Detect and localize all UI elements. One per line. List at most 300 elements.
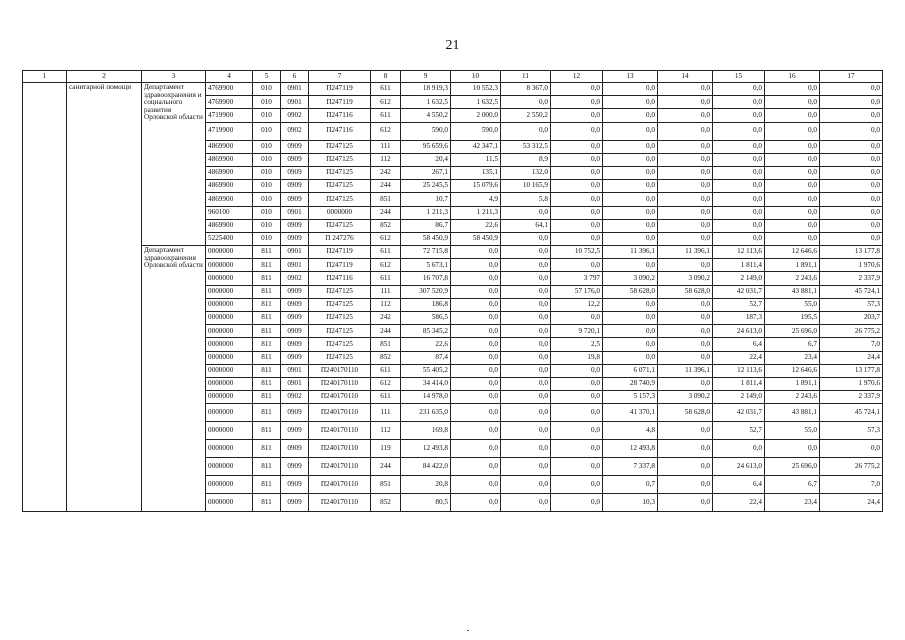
column-number: 16 (765, 71, 820, 83)
table-cell: 0,0 (551, 96, 603, 109)
table-cell: 010 (253, 83, 281, 96)
table-cell: 0,0 (603, 206, 658, 219)
table-cell: П247125 (309, 219, 371, 232)
table-cell: 2 000,0 (451, 109, 501, 122)
table-cell: 5 157,3 (603, 391, 658, 404)
table-cell: 0909 (281, 440, 309, 458)
budget-table (22, 70, 883, 512)
table-cell: 612 (371, 259, 401, 272)
table-cell: 0,0 (658, 96, 713, 109)
table-cell: 34 414,0 (401, 377, 451, 390)
table-cell: 11,5 (451, 153, 501, 166)
table-cell: 0,0 (658, 219, 713, 232)
table-cell: 4869900 (206, 193, 253, 206)
table-cell: П240170110 (309, 377, 371, 390)
table-cell: 1 211,3 (451, 206, 501, 219)
table-cell: 811 (253, 494, 281, 512)
table-cell: 0,0 (551, 377, 603, 390)
table-cell: П240170110 (309, 422, 371, 440)
table-cell: 19,8 (551, 351, 603, 364)
column-number: 2 (67, 71, 142, 83)
table-cell: 8 367,0 (501, 83, 551, 96)
table-cell: 0902 (281, 391, 309, 404)
table-cell: 24 613,0 (713, 325, 765, 338)
table-cell: 0,0 (658, 259, 713, 272)
table-cell: 244 (371, 325, 401, 338)
table-cell: 010 (253, 109, 281, 122)
table-cell: 4869900 (206, 140, 253, 153)
table-cell: 0000000 (206, 476, 253, 494)
table-cell: 13 177,8 (820, 364, 883, 377)
table-cell: 10 752,5 (551, 246, 603, 259)
table-cell: 57,3 (820, 298, 883, 311)
column-number: 10 (451, 71, 501, 83)
table-cell: 0,0 (765, 232, 820, 245)
table-cell: 010 (253, 122, 281, 140)
table-cell: 55 405,2 (401, 364, 451, 377)
column-number: 12 (551, 71, 603, 83)
table-cell: 18 919,3 (401, 83, 451, 96)
table-cell: 0901 (281, 377, 309, 390)
table-cell: 0,0 (501, 285, 551, 298)
table-cell: 42 031,7 (713, 404, 765, 422)
table-cell: 0,0 (713, 193, 765, 206)
table-cell: 26 775,2 (820, 458, 883, 476)
table-cell: 0,0 (713, 180, 765, 193)
cell-col1 (23, 83, 67, 512)
table-cell: 2 149,0 (713, 391, 765, 404)
table-cell: 0,0 (501, 458, 551, 476)
table-cell: 0,0 (658, 494, 713, 512)
table-cell: 16 707,8 (401, 272, 451, 285)
table-cell: 811 (253, 422, 281, 440)
table-cell: 26 775,2 (820, 325, 883, 338)
table-cell: 28 740,9 (603, 377, 658, 390)
table-cell: П247125 (309, 351, 371, 364)
table-cell: 010 (253, 180, 281, 193)
table-cell: 244 (371, 206, 401, 219)
table-cell: 22,4 (713, 351, 765, 364)
table-cell: 0,0 (551, 180, 603, 193)
table-cell: 0,0 (820, 180, 883, 193)
table-cell: 24 613,0 (713, 458, 765, 476)
table-cell: 307 520,9 (401, 285, 451, 298)
column-number: 14 (658, 71, 713, 83)
table-cell: 0909 (281, 219, 309, 232)
table-cell: 0902 (281, 122, 309, 140)
table-cell: 1 891,1 (765, 377, 820, 390)
table-cell: 0,0 (551, 364, 603, 377)
table-cell: 851 (371, 476, 401, 494)
table-cell: 4869900 (206, 180, 253, 193)
table-cell: П247119 (309, 96, 371, 109)
table-cell: 231 635,0 (401, 404, 451, 422)
table-cell: 0,0 (658, 153, 713, 166)
table-cell: 0,0 (551, 458, 603, 476)
table-cell: 0000000 (206, 338, 253, 351)
table-cell: П240170110 (309, 391, 371, 404)
table-cell: 0,0 (713, 219, 765, 232)
table-cell: 0,0 (603, 312, 658, 325)
table-body (23, 71, 883, 512)
table-row (23, 246, 883, 259)
column-number: 5 (253, 71, 281, 83)
table-cell: 0,0 (765, 219, 820, 232)
table-cell: 0,0 (551, 259, 603, 272)
table-cell: 0,0 (501, 422, 551, 440)
table-cell: 7 337,8 (603, 458, 658, 476)
table-cell: 112 (371, 298, 401, 311)
table-cell: 25 696,0 (765, 458, 820, 476)
table-cell: 6,7 (765, 338, 820, 351)
table-cell: 0,0 (603, 351, 658, 364)
table-cell: 3 090,2 (603, 272, 658, 285)
table-cell: 0,0 (765, 206, 820, 219)
table-cell: 6,4 (713, 476, 765, 494)
table-cell: П240170110 (309, 494, 371, 512)
table-cell: 0909 (281, 140, 309, 153)
table-cell: 0,0 (658, 109, 713, 122)
table-cell: 0,0 (765, 109, 820, 122)
table-cell: 0901 (281, 246, 309, 259)
table-cell: 0,0 (551, 140, 603, 153)
table-cell: 0000000 (206, 377, 253, 390)
table-cell: 4769900 (206, 96, 253, 109)
table-cell: 1 632,5 (401, 96, 451, 109)
table-cell: 12 113,6 (713, 364, 765, 377)
table-cell: 811 (253, 259, 281, 272)
table-cell: 0,0 (603, 166, 658, 179)
table-cell: 612 (371, 377, 401, 390)
table-cell: 0,0 (551, 312, 603, 325)
table-cell: 0,0 (551, 122, 603, 140)
table-cell: 0,0 (451, 476, 501, 494)
table-cell: 22,6 (451, 219, 501, 232)
table-cell: 52,7 (713, 422, 765, 440)
table-cell: 0,0 (765, 193, 820, 206)
table-cell: 010 (253, 206, 281, 219)
table-cell: П247125 (309, 140, 371, 153)
table-cell: 12 646,6 (765, 364, 820, 377)
table-cell: 45 724,1 (820, 404, 883, 422)
table-cell: 851 (371, 338, 401, 351)
table-cell: 1 211,3 (401, 206, 451, 219)
table-cell: 811 (253, 338, 281, 351)
table-cell: 0,0 (713, 109, 765, 122)
table-cell: 0,0 (765, 440, 820, 458)
table-cell: 0,0 (820, 96, 883, 109)
table-cell: 5225400 (206, 232, 253, 245)
table-cell: 611 (371, 83, 401, 96)
table-cell: 611 (371, 391, 401, 404)
table-cell: 0,0 (820, 206, 883, 219)
table-cell: 0,0 (501, 391, 551, 404)
column-number: 9 (401, 71, 451, 83)
table-cell: 0,0 (603, 232, 658, 245)
table-cell: 111 (371, 285, 401, 298)
table-cell: 0909 (281, 232, 309, 245)
table-cell: 1 632,5 (451, 96, 501, 109)
table-cell: 0,0 (551, 219, 603, 232)
table-cell: 267,1 (401, 166, 451, 179)
table-cell: 612 (371, 122, 401, 140)
table-cell: 0909 (281, 404, 309, 422)
table-cell: 0000000 (206, 312, 253, 325)
table-cell: 010 (253, 219, 281, 232)
table-cell: 23,4 (765, 494, 820, 512)
table-cell: 53 312,5 (501, 140, 551, 153)
table-cell: 0,0 (658, 440, 713, 458)
table-cell: 3 090,2 (658, 391, 713, 404)
table-cell: 0,0 (501, 232, 551, 245)
table-cell: 55,0 (765, 422, 820, 440)
table-cell: П247119 (309, 83, 371, 96)
table-cell: 135,1 (451, 166, 501, 179)
table-cell: 3 797 (551, 272, 603, 285)
table-cell: 0000000 (206, 391, 253, 404)
table-cell: 0909 (281, 180, 309, 193)
column-number: 4 (206, 71, 253, 83)
table-cell: 85 345,2 (401, 325, 451, 338)
table-cell: 2 243,6 (765, 391, 820, 404)
table-cell: 6,7 (765, 476, 820, 494)
table-cell: 960100 (206, 206, 253, 219)
table-cell: 111 (371, 404, 401, 422)
table-cell: 0,0 (658, 193, 713, 206)
table-cell: 0,0 (551, 232, 603, 245)
table-cell: 612 (371, 232, 401, 245)
table-cell: 811 (253, 285, 281, 298)
table-cell: 0,0 (501, 122, 551, 140)
table-cell: 0,0 (603, 96, 658, 109)
table-cell: 0,0 (765, 96, 820, 109)
table-cell: 244 (371, 180, 401, 193)
table-cell: 0,0 (451, 272, 501, 285)
table-cell: 0,0 (501, 259, 551, 272)
table-cell: 0000000 (206, 272, 253, 285)
table-cell: 0,0 (765, 122, 820, 140)
table-cell: 4719900 (206, 122, 253, 140)
header-row (23, 71, 883, 83)
table-cell: 111 (371, 140, 401, 153)
table-cell: 169,8 (401, 422, 451, 440)
table-cell: 0909 (281, 476, 309, 494)
table-cell: 0,0 (713, 140, 765, 153)
table-cell: П240170110 (309, 404, 371, 422)
table-cell: 0,0 (603, 259, 658, 272)
table-cell: 11 396,1 (603, 246, 658, 259)
table-cell: 4,8 (603, 422, 658, 440)
table-cell: 0,0 (451, 422, 501, 440)
table-cell: 0,0 (713, 440, 765, 458)
table-cell: 0,0 (551, 476, 603, 494)
table-cell: 2 337,9 (820, 272, 883, 285)
table-cell: 0000000 (206, 458, 253, 476)
table-cell: 0,0 (501, 476, 551, 494)
table-cell: 4769900 (206, 83, 253, 96)
table-cell: 0,0 (658, 232, 713, 245)
table-cell: 0,0 (451, 494, 501, 512)
table-cell: 010 (253, 166, 281, 179)
table-cell: 0,0 (820, 153, 883, 166)
table-cell: 811 (253, 272, 281, 285)
table-cell: 0,0 (603, 193, 658, 206)
table-cell: 811 (253, 377, 281, 390)
table-cell: 851 (371, 193, 401, 206)
table-cell: 0,0 (451, 312, 501, 325)
table-cell: 0,0 (713, 206, 765, 219)
table-cell: 0,0 (658, 377, 713, 390)
table-cell: 0,0 (658, 166, 713, 179)
table-cell: 0,0 (551, 206, 603, 219)
table-cell: 0,0 (551, 494, 603, 512)
table-cell: 45 724,1 (820, 285, 883, 298)
table-cell: 12 493,8 (603, 440, 658, 458)
table-cell: 119 (371, 440, 401, 458)
table-cell: 0,0 (451, 298, 501, 311)
table-cell: 0,0 (501, 298, 551, 311)
table-cell: 0,0 (658, 122, 713, 140)
table-cell: 611 (371, 109, 401, 122)
table-cell: 0,0 (603, 180, 658, 193)
table-cell: 58 628,0 (658, 285, 713, 298)
table-cell: 0,0 (501, 404, 551, 422)
table-cell: 4869900 (206, 166, 253, 179)
table-cell: 25 245,5 (401, 180, 451, 193)
table-cell: 0,0 (451, 440, 501, 458)
table-cell: 612 (371, 96, 401, 109)
table-cell: 9 720,1 (551, 325, 603, 338)
table-cell: 0000000 (206, 298, 253, 311)
table-cell: 0909 (281, 193, 309, 206)
table-cell: 0,0 (658, 140, 713, 153)
table-cell: 611 (371, 364, 401, 377)
table-cell: 811 (253, 246, 281, 259)
table-cell: 42 031,7 (713, 285, 765, 298)
table-cell: 0,0 (501, 351, 551, 364)
table-cell: 0,0 (820, 140, 883, 153)
table-cell: 0909 (281, 285, 309, 298)
table-cell: 0,0 (551, 109, 603, 122)
table-cell: 0,0 (451, 246, 501, 259)
table-cell: 0000000 (206, 259, 253, 272)
table-cell: 55,0 (765, 298, 820, 311)
table-cell: 20,4 (401, 153, 451, 166)
table-cell: 3 090,2 (658, 272, 713, 285)
table-cell: 0,0 (820, 219, 883, 232)
table-cell: 84 422,0 (401, 458, 451, 476)
table-cell: 0000000 (206, 422, 253, 440)
table-cell: 0000000 (206, 285, 253, 298)
table-cell: 590,0 (451, 122, 501, 140)
table-cell: 0,0 (820, 83, 883, 96)
table-cell: 0901 (281, 96, 309, 109)
table-cell: 244 (371, 458, 401, 476)
column-number: 15 (713, 71, 765, 83)
table-cell: 0,0 (501, 377, 551, 390)
table-cell: 64,1 (501, 219, 551, 232)
table-cell: П247125 (309, 153, 371, 166)
table-cell: 0909 (281, 422, 309, 440)
table-cell: 58 450,9 (451, 232, 501, 245)
table-cell: 0,0 (820, 109, 883, 122)
table-cell: 590,0 (401, 122, 451, 140)
table-cell: 0,0 (501, 96, 551, 109)
table-cell: 0,0 (658, 206, 713, 219)
table-cell: 0,0 (501, 325, 551, 338)
table-cell: 0,0 (820, 193, 883, 206)
table-cell: 0,0 (603, 109, 658, 122)
table-cell: 195,5 (765, 312, 820, 325)
table-cell: 0,0 (501, 246, 551, 259)
table-cell: П240170110 (309, 364, 371, 377)
table-cell: 0,0 (551, 166, 603, 179)
table-cell: 811 (253, 404, 281, 422)
table-cell: 57 176,0 (551, 285, 603, 298)
table-cell: П247125 (309, 298, 371, 311)
table-cell: 12 113,6 (713, 246, 765, 259)
table-cell: 24,4 (820, 351, 883, 364)
table-cell: 203,7 (820, 312, 883, 325)
table-cell: 0909 (281, 458, 309, 476)
table-cell: 58 628,0 (658, 404, 713, 422)
table-cell: П240170110 (309, 458, 371, 476)
table-cell: 0,0 (765, 83, 820, 96)
table-cell: 0,0 (658, 180, 713, 193)
column-number: 11 (501, 71, 551, 83)
table-cell: 0,0 (603, 325, 658, 338)
table-cell: 0,0 (551, 422, 603, 440)
table-cell: 0,0 (451, 404, 501, 422)
table-cell: 811 (253, 476, 281, 494)
table-cell: 0,0 (820, 166, 883, 179)
table-cell: П247125 (309, 325, 371, 338)
table-cell: 52,7 (713, 298, 765, 311)
table-cell: 0909 (281, 166, 309, 179)
table-cell: 611 (371, 272, 401, 285)
table-cell: 811 (253, 351, 281, 364)
table-cell: 0,0 (603, 219, 658, 232)
table-cell: 22,6 (401, 338, 451, 351)
column-number: 13 (603, 71, 658, 83)
table-cell: 5 673,1 (401, 259, 451, 272)
table-cell: П247125 (309, 312, 371, 325)
table-cell: 23,4 (765, 351, 820, 364)
table-cell: 0,0 (713, 166, 765, 179)
table-cell: 0,0 (451, 325, 501, 338)
table-cell: 4869900 (206, 153, 253, 166)
table-cell: 1 970,6 (820, 377, 883, 390)
table-cell: 811 (253, 440, 281, 458)
table-cell: 0,0 (551, 83, 603, 96)
table-cell: 811 (253, 391, 281, 404)
table-cell: 11 396,1 (658, 246, 713, 259)
table-cell: 0,7 (603, 476, 658, 494)
table-cell: 010 (253, 153, 281, 166)
table-cell: 0,0 (451, 458, 501, 476)
table-cell: 5,8 (501, 193, 551, 206)
table-cell: 86,7 (401, 219, 451, 232)
table-cell: 11 396,1 (658, 364, 713, 377)
table-cell: П247125 (309, 180, 371, 193)
table-cell: 0902 (281, 272, 309, 285)
table-cell: 0,0 (658, 338, 713, 351)
table-cell: П247125 (309, 338, 371, 351)
department-name: Департамент здравоохранения Орловской области (142, 246, 206, 512)
table-cell: 10 552,3 (451, 83, 501, 96)
department-name: Департамент здравоохранения и социального развития Орловской области (142, 83, 206, 246)
table-cell: 6,4 (713, 338, 765, 351)
